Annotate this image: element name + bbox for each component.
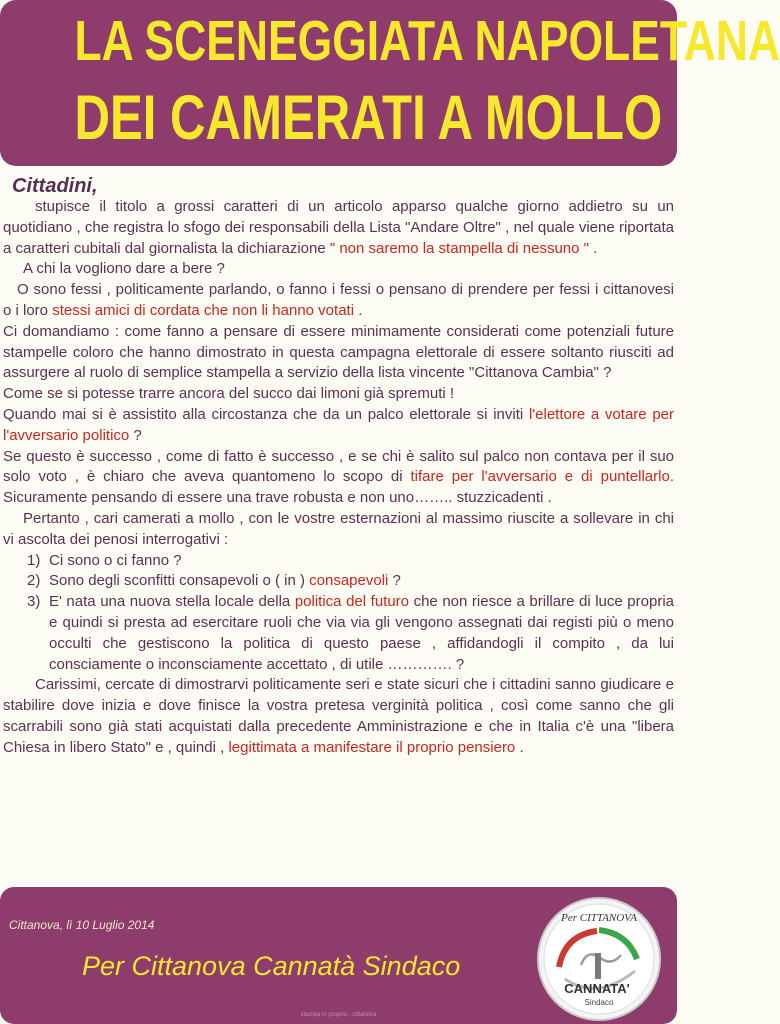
print-credit: stampa in proprio - cittanova	[300, 1012, 377, 1018]
highlight: legittimata a manifestare il proprio pensiero	[228, 738, 516, 756]
paragraph: Quando mai si è assistito alla circostanza che da un palco elettorale si inviti l'elettore a votare per l'avversario politico ?	[3, 405, 675, 444]
highlight: stessi amici di cordata che non li hanno votati	[52, 301, 355, 319]
paragraph: Se questo è successo , come di fatto è successo , e se chi è salito sul palco non contava per il suo solo voto , è chiaro che aveva quantomeno lo scopo di tifare per l'avversario e di puntellarlo. Sicuramente pensando di essere una trave robusta e non uno…….. stuzzicadenti .	[3, 447, 674, 507]
paragraph: A chi la vogliono dare a bere ?	[23, 260, 225, 278]
logo-subtitle: Sindaco	[584, 998, 614, 1007]
highlight: politica del futuro	[294, 593, 410, 611]
list-item: 3) E' nata una nuova stella locale della politica del futuro che non riesce a brillare di luce propria e quindi si presta ad esercitare ruoli che via via gli vengono assegnati dai registi più o meno occulti che gestiscono la politica di questo paese , affidandogli il compito , da lui consciamente o inconsciamente accettato , di utile …………. ?	[27, 593, 674, 673]
logo-name: CANNATA'	[564, 981, 630, 996]
paragraph: Ci domandiamo : come fanno a pensare di essere minimamente considerati come potenziali future stampelle coloro che hanno dimostrato in questa campagna elettorale di essere soltanto riusciti ad assurgere al ruolo di semplice stampella a servizio della lista vincente "Cittanova Cambia" ?	[3, 322, 674, 382]
paragraph: stupisce il titolo a grossi caratteri di un articolo apparso qualche giorno addietro su un quotidiano , che registra lo sfogo dei responsabili della Lista "Andare Oltre" , nel quale viene riportata a caratteri cubitali dal giornalista la dichiarazione " non saremo la stampella di nessuno " .	[3, 198, 674, 257]
logo-top-text: Per CITTANOVA	[561, 912, 637, 924]
article-body	[3, 197, 674, 759]
paragraph: O sono fessi , politicamente parlando, o fanno i fessi o pensano di prendere per fessi i cittanovesi o i loro stessi amici di cordata che non li hanno votati .	[3, 281, 674, 319]
date-line: Cittanova, lì 10 Luglio 2014	[9, 918, 155, 932]
list-item: 1) Ci sono o ci fanno ?	[27, 551, 182, 569]
party-logo	[537, 897, 661, 1021]
highlight: tifare per l'avversario e di puntellarlo.	[410, 468, 674, 486]
highlight: l'elettore a votare per l'avversario politico	[3, 405, 675, 444]
headline-line-1: LA SCENEGGIATA NAPOLETANA	[74, 9, 780, 73]
salutation: Cittadini,	[12, 175, 98, 197]
highlight: " non saremo la stampella di nessuno "	[329, 239, 589, 257]
highlight: consapevoli	[309, 572, 389, 590]
paragraph: Carissimi, cercate di dimostrarvi politicamente seri e state sicuri che i cittadini sanno giudicare e stabilire dove inizia e dove finisce la vostra pretesa verginità politica , così come sanno che gli scarrabili sono già stati acquistati dalla precedente Amministrazione e che in Italia c'è una "libera Chiesa in libero Stato" e , quindi , legittimata a manifestare il proprio pensiero .	[3, 676, 674, 756]
list-item: 2) Sono degli sconfitti consapevoli o ( in ) consapevoli ?	[27, 572, 401, 590]
column-icon	[595, 953, 601, 979]
paragraph: Come se si potesse trarre ancora del succo dai limoni già spremuti !	[3, 385, 455, 403]
headline-line-2: DEI CAMERATI A MOLLO	[74, 83, 663, 153]
campaign-slogan: Per Cittanova Cannatà Sindaco	[82, 951, 461, 981]
paragraph: Pertanto , cari camerati a mollo , con le vostre esternazioni al massimo riuscite a sollevare in chi vi ascolta dei penosi interrogativi :	[3, 509, 674, 548]
